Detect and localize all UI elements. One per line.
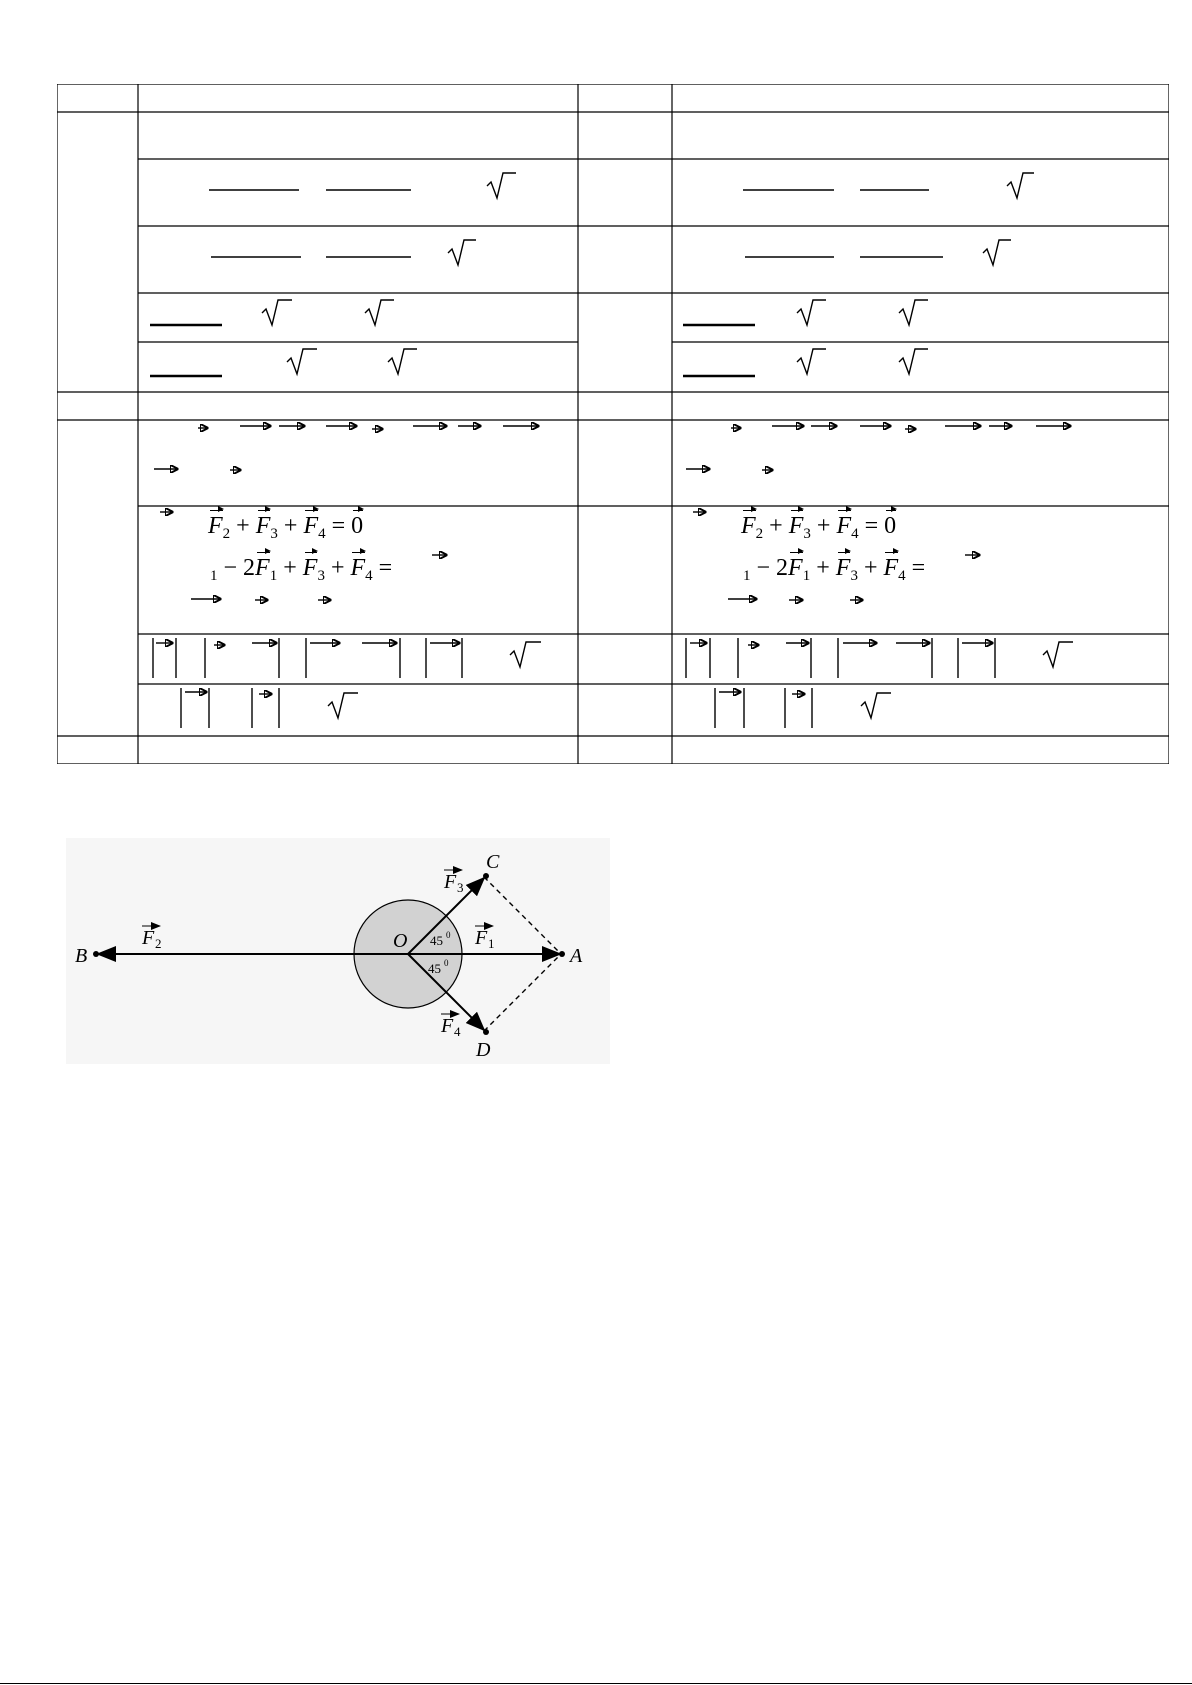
point-a-dot [559,951,565,957]
vector-f4: F [836,513,852,539]
force-f3-sub: 3 [457,880,464,895]
point-label-c: C [486,851,500,873]
operator: + [283,555,297,581]
subscript: 3 [317,568,325,584]
coefficient: 2 [243,555,256,581]
right-equation-sum-zero [741,513,896,543]
operator: + [236,513,250,539]
point-label-b: B [75,945,88,967]
operator: + [816,513,831,539]
vector-f2: F [741,513,756,539]
angle-upper-unit: 0 [446,930,451,940]
vector-f3: F [255,513,271,539]
vector-f3: F [302,555,318,581]
force-f4-sub: 4 [454,1024,461,1039]
vector-f3: F [835,555,851,581]
right-equation-substitution [743,555,925,585]
operator: + [816,555,830,581]
point-label-d: D [476,1039,491,1061]
left-equation-substitution [210,555,392,585]
operator: + [769,513,783,539]
vector-f2: F [208,513,223,539]
operator: = [331,513,346,539]
vector-f4: F [303,513,319,539]
subscript: 2 [755,526,764,542]
angle-upper-value: 45 [430,933,443,948]
angle-lower-unit: 0 [444,958,449,968]
subscript: 3 [850,568,858,584]
page-bottom-rule [0,1683,1192,1684]
point-label-o: O [393,930,408,952]
point-d-dot [483,1029,489,1035]
force-f1-sub: 1 [488,936,495,951]
vector-f1: F [255,555,270,581]
force-f3-name: F [444,871,457,893]
vector-f4: F [350,555,366,581]
vector-f1: F [788,555,803,581]
subscript: 3 [270,526,278,542]
operator: = [864,513,879,539]
operator: + [863,555,878,581]
operator: + [283,513,298,539]
point-c-dot [483,873,489,879]
operator: = [911,555,926,581]
answer-table-grid [57,84,1169,764]
point-label-a: A [570,945,583,967]
force-f2-name: F [142,927,155,949]
left-equation-sum-zero [208,513,363,543]
diagram-background [66,838,610,1064]
force-f4-name: F [441,1015,454,1037]
coefficient: 2 [776,555,789,581]
subscript: 1 [802,568,811,584]
operator: − [756,555,771,581]
subscript: 4 [365,568,373,584]
subscript: 4 [851,526,859,542]
subscript: 3 [803,526,811,542]
operator: − [223,555,238,581]
force-f1-name: F [475,927,488,949]
force-diagram [66,838,610,1064]
subscript: 1 [210,568,218,584]
operator: = [378,555,393,581]
subscript: 1 [743,568,751,584]
subscript: 4 [898,568,906,584]
subscript: 4 [318,526,326,542]
force-f2-sub: 2 [155,936,162,951]
vector-f4: F [883,555,899,581]
operator: + [330,555,345,581]
zero-vector: 0 [351,513,364,539]
zero-vector: 0 [884,513,897,539]
point-b-dot [93,951,99,957]
subscript: 1 [269,568,278,584]
subscript: 2 [222,526,231,542]
vector-f3: F [788,513,804,539]
angle-lower-value: 45 [428,961,441,976]
